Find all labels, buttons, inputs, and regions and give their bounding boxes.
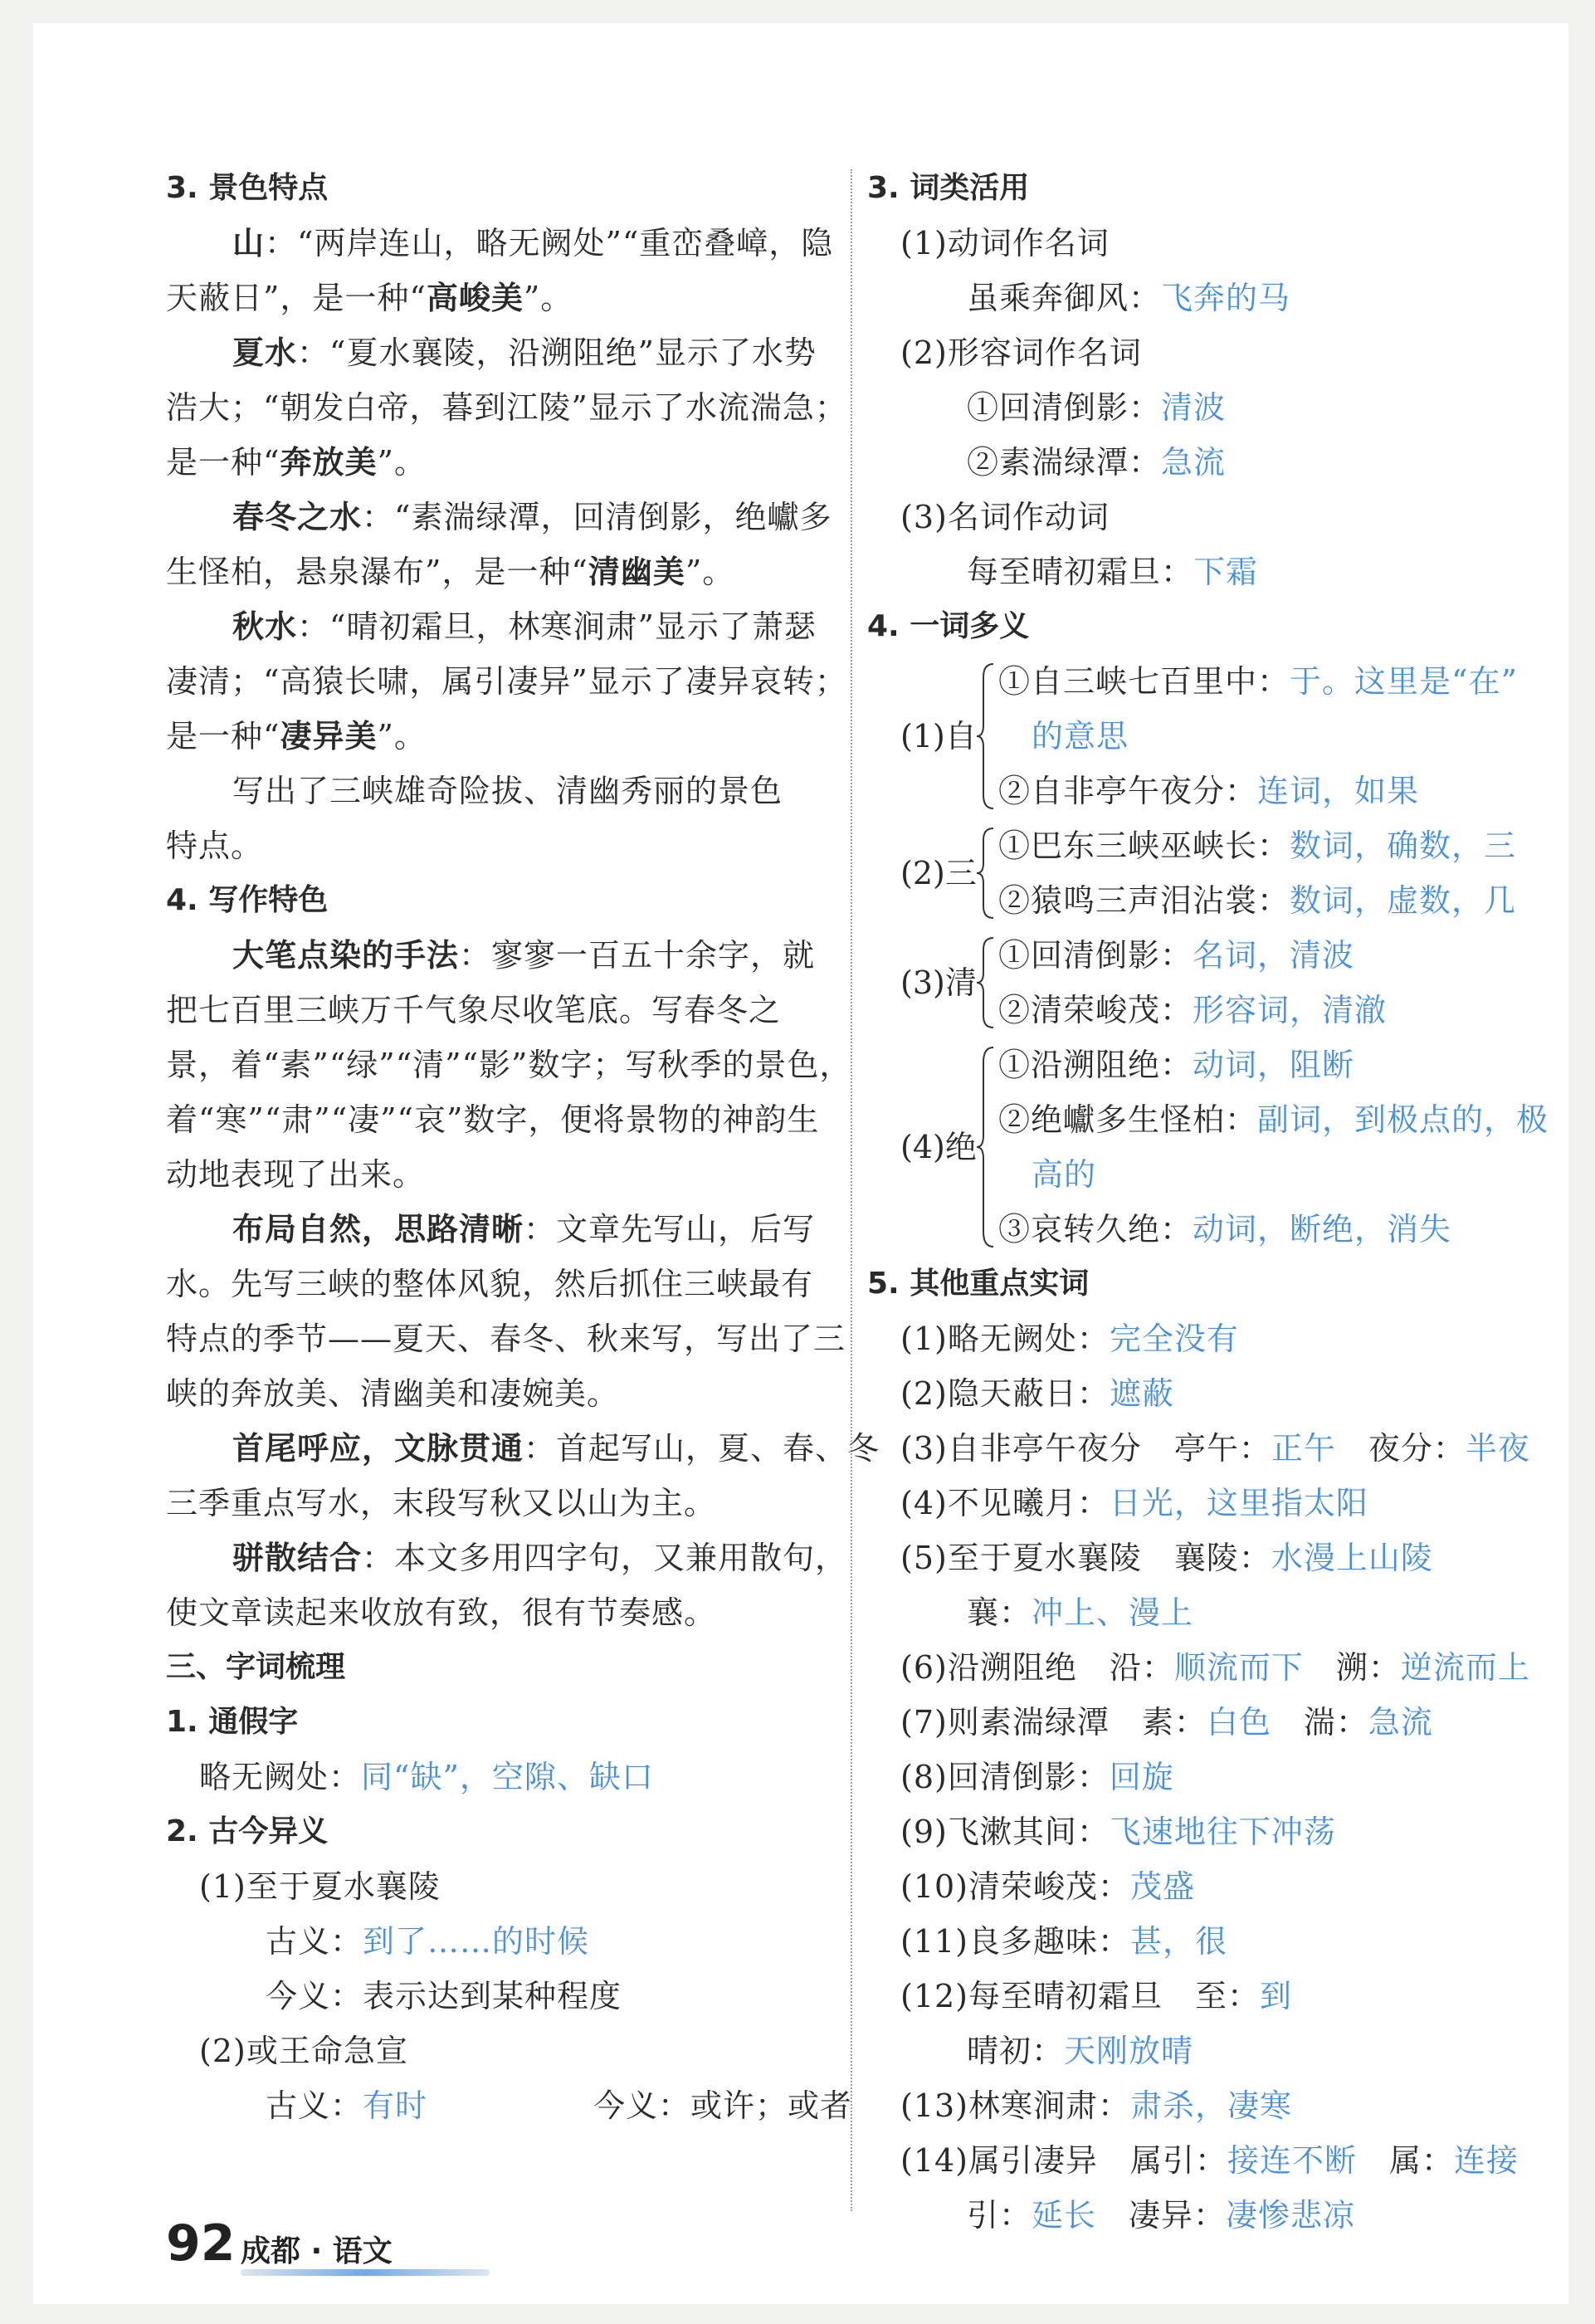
- polysemy-group: [867, 654, 1548, 818]
- vocab-line: [166, 1914, 830, 1969]
- emphasis: 凄异美: [280, 718, 378, 754]
- answer: 清波: [1161, 389, 1227, 426]
- section-heading: 4. 写作特色: [166, 883, 329, 917]
- paragraph-line: [166, 544, 830, 599]
- column-divider: [851, 169, 852, 2211]
- question: ②猿鸣三声泪沾裳：: [998, 882, 1290, 919]
- answer: 有时: [363, 2087, 428, 2124]
- term-label: 秋水: [232, 608, 298, 645]
- answer: 急流: [1161, 444, 1227, 481]
- section-heading: 3. 词类活用: [867, 171, 1030, 205]
- question: ②自非亭午夜分：: [998, 773, 1258, 809]
- paragraph-line: [166, 490, 830, 544]
- paragraph-line: 着“寒”“肃”“凄”“哀”数字，便将景物的神韵生: [166, 1101, 820, 1138]
- emphasis: 清幽美: [588, 554, 685, 590]
- text: ：“素湍绿潭，回清倒影，绝巘多: [362, 499, 832, 535]
- text: ：本文多用四字句，又兼用散句，: [362, 1540, 848, 1576]
- word-list-item: [867, 1585, 1548, 1640]
- word-list-item: [867, 1476, 1548, 1531]
- question: ②清荣峻茂：: [998, 992, 1193, 1028]
- brace-icon: [975, 1044, 997, 1250]
- answer: 到: [1260, 1978, 1293, 2014]
- text: ：文章先写山，后写: [524, 1211, 816, 1247]
- paragraph-line: [166, 1202, 830, 1257]
- meaning-line: [998, 818, 1548, 873]
- answer: 凄惨悲凉: [1226, 2197, 1356, 2234]
- polysemy-group: [867, 1038, 1548, 1257]
- text: 天蔽日”，是一种“: [166, 280, 427, 316]
- answer: 飞奔的马: [1161, 280, 1291, 316]
- answer: 天刚放晴: [1064, 2033, 1194, 2069]
- question: (1)略无阙处：: [900, 1321, 1110, 1357]
- word-list-item: [867, 1750, 1548, 1804]
- term-label: 布局自然，思路清晰: [232, 1211, 524, 1247]
- meaning-line: [998, 928, 1548, 983]
- emphasis: 奔放美: [280, 444, 378, 481]
- paragraph-line: 水。先写三峡的整体风貌，然后抓住三峡最有: [166, 1266, 814, 1302]
- question: (5)至于夏水襄陵 襄陵：: [900, 1540, 1271, 1576]
- vocab-line: (1)至于夏水襄陵: [199, 1868, 441, 1905]
- emphasis: 高峻美: [426, 280, 524, 316]
- paragraph-line: [166, 216, 834, 271]
- answer: 连词，如果: [1257, 773, 1420, 809]
- answer: 半夜: [1465, 1430, 1530, 1467]
- question: ①回清倒影：: [998, 937, 1193, 974]
- answer: 数词，虚数，几: [1290, 882, 1517, 919]
- question: (8)回清倒影：: [900, 1759, 1110, 1795]
- paragraph-line: [166, 271, 830, 325]
- question: (13)林寒涧肃：: [900, 2087, 1131, 2124]
- word-list-item: [867, 1640, 1548, 1695]
- question: ①回清倒影：: [967, 389, 1162, 426]
- group-label: (4)绝: [900, 1129, 977, 1165]
- meaning-line: [998, 1092, 1548, 1147]
- question: (9)飞漱其间：: [900, 1814, 1110, 1850]
- paragraph-line: [166, 1421, 880, 1476]
- text: 是一种“: [166, 718, 280, 754]
- polysemy-group: [867, 928, 1548, 1038]
- group-label: (3)清: [900, 964, 977, 1001]
- word-list-item: [867, 2133, 1548, 2188]
- group-label: (2)三: [900, 855, 977, 891]
- footer-underline: [241, 2269, 490, 2276]
- paragraph-line: [166, 709, 830, 764]
- section-heading: 三、字词梳理: [166, 1650, 346, 1684]
- question: ②素湍绿潭：: [967, 444, 1162, 481]
- question: ①巴东三峡巫峡长：: [998, 828, 1290, 864]
- paragraph-line: [166, 599, 830, 654]
- paragraph-line: 景，着“素”“绿”“清”“影”数字；写秋季的景色，: [166, 1047, 852, 1083]
- question: ①自三峡七百里中：: [998, 663, 1290, 700]
- group-items: [998, 818, 1548, 928]
- answer: 接连不断: [1227, 2142, 1358, 2179]
- paragraph-line: 三季重点写水，末段写秋又以山为主。: [166, 1485, 717, 1521]
- subsection-heading: 2. 古今异义: [166, 1814, 329, 1848]
- answer: 飞速地往下冲荡: [1109, 1814, 1336, 1850]
- meaning-line: [998, 709, 1548, 764]
- answer: 同“缺”，空隙、缺口: [361, 1759, 654, 1795]
- paragraph-line: 使文章读起来收放有致，很有节奏感。: [166, 1594, 717, 1631]
- question: (6)沿溯阻绝 沿：: [900, 1649, 1174, 1686]
- paragraph-line: 特点。: [166, 828, 264, 864]
- text: ：“两岸连山，略无阙处”“重峦叠嶂，隐: [265, 225, 834, 261]
- answer: 副词，到极点的，极: [1257, 1101, 1549, 1138]
- question: (3)自非亭午夜分 亭午：: [900, 1430, 1271, 1467]
- word-list-item: [867, 1531, 1548, 1585]
- word-list: [867, 1311, 1548, 2243]
- text: ：“夏水襄陵，沿溯阻绝”显示了水势: [297, 334, 817, 371]
- paragraph-line: [166, 435, 830, 490]
- footer-title: 成都 · 语文: [241, 2234, 393, 2268]
- paragraph-line: 动地表现了出来。: [166, 1156, 426, 1193]
- vocab-line: (2)形容词作名词: [900, 334, 1142, 371]
- right-column: [867, 161, 1548, 2243]
- question: (7)则素湍绿潭 素：: [900, 1704, 1207, 1741]
- word-list-item: [867, 2078, 1548, 2133]
- word-list-item: [867, 1969, 1548, 2024]
- term-label: 山: [232, 225, 266, 261]
- question: 夜分：: [1335, 1430, 1466, 1467]
- answer: 于。这里是“在”: [1290, 663, 1518, 700]
- question: (11)良多趣味：: [900, 1923, 1131, 1960]
- term-label: 骈散结合: [232, 1540, 363, 1576]
- vocab-line: (1)动词作名词: [900, 225, 1110, 261]
- brace-icon: [975, 935, 997, 1031]
- meaning-line: [998, 1202, 1548, 1257]
- group-items: [998, 654, 1548, 818]
- word-list-item: [867, 1914, 1548, 1969]
- question: 晴初：: [967, 2033, 1065, 2069]
- answer: 茂盛: [1130, 1868, 1196, 1905]
- word-list-item: [867, 1311, 1548, 1366]
- word-list-item: [867, 1695, 1548, 1750]
- vocab-line: [166, 2078, 853, 2133]
- question: 古义：: [266, 1923, 363, 1960]
- term-label: 夏水: [232, 334, 298, 371]
- word-list-item: [867, 1421, 1548, 1476]
- word-list-item: [867, 1859, 1548, 1914]
- answer: 顺流而下: [1173, 1649, 1304, 1686]
- question: ②绝巘多生怪柏：: [998, 1101, 1258, 1138]
- paragraph-line: 浩大；“朝发白帝，暮到江陵”显示了水流湍急；: [166, 389, 847, 426]
- answer: 急流: [1368, 1704, 1433, 1741]
- vocab-line: [867, 544, 1548, 599]
- answer: 名词，清波: [1193, 937, 1355, 974]
- word-list-item: [867, 1366, 1548, 1421]
- answer: 到了……的时候: [363, 1923, 590, 1960]
- question: ③哀转久绝：: [998, 1211, 1193, 1247]
- answer: 逆流而上: [1400, 1649, 1530, 1686]
- text: ：首起写山，夏、春、冬: [524, 1430, 880, 1467]
- word-list-item: [867, 1804, 1548, 1859]
- left-column: [166, 161, 880, 2133]
- question: 溯：: [1303, 1649, 1401, 1686]
- term-label: 首尾呼应，文脉贯通: [232, 1430, 524, 1467]
- term-label: 春冬之水: [232, 499, 363, 535]
- section-heading: 4. 一词多义: [867, 609, 1030, 643]
- text: ”。: [377, 718, 427, 754]
- group-items: [998, 928, 1548, 1038]
- text: ”。: [523, 280, 573, 316]
- vocab-line: (2)或王命急宣: [199, 2033, 408, 2069]
- answer: 白色: [1206, 1704, 1271, 1741]
- brace-icon: [975, 661, 997, 812]
- text: 生怪柏，悬泉瀑布”，是一种“: [166, 554, 588, 590]
- paragraph-line: 把七百里三峡万千气象尽收笔底。写春冬之: [166, 992, 782, 1028]
- vocab-line: 今义：表示达到某种程度: [266, 1978, 622, 2014]
- text: ：“晴初霜旦，林寒涧肃”显示了萧瑟: [297, 608, 817, 645]
- text: ”。: [377, 444, 427, 481]
- meaning-line: [998, 983, 1548, 1038]
- answer: 遮蔽: [1109, 1375, 1174, 1412]
- vocab-line: (3)名词作动词: [900, 499, 1110, 535]
- meaning-line: [998, 654, 1548, 709]
- meaning-line: [998, 873, 1548, 928]
- paragraph-line: 写出了三峡雄奇险拔、清幽秀丽的景色: [232, 773, 783, 809]
- answer: 下霜: [1193, 554, 1259, 590]
- question: (12)每至晴初霜旦 至：: [900, 1978, 1261, 2014]
- answer: 数词，确数，三: [1290, 828, 1517, 864]
- question: 引：: [967, 2197, 1032, 2234]
- vocab-line: [867, 435, 1548, 490]
- text: 是一种“: [166, 444, 280, 481]
- polysemy-group: [867, 818, 1548, 928]
- text: ”。: [685, 554, 735, 590]
- word-list-item: [867, 2188, 1548, 2243]
- paragraph-line: [166, 325, 830, 380]
- question: ①沿溯阻绝：: [998, 1047, 1193, 1083]
- answer: 日光，这里指太阳: [1109, 1485, 1368, 1521]
- answer: 肃杀，凄寒: [1130, 2087, 1293, 2124]
- group-label: (1)自: [900, 718, 977, 754]
- brace-icon: [975, 825, 997, 921]
- section-heading: 5. 其他重点实词: [867, 1267, 1090, 1301]
- question: (2)隐天蔽日：: [900, 1375, 1110, 1412]
- paragraph-line: [166, 1531, 848, 1585]
- text: 今义：或许；或者: [593, 2087, 853, 2124]
- paragraph-line: 凄清；“高猿长啸，属引凄异”显示了凄异哀转；: [166, 663, 847, 700]
- paragraph-line: 特点的季节——夏天、春冬、秋来写，写出了三: [166, 1321, 846, 1357]
- answer: 形容词，清澈: [1193, 992, 1388, 1028]
- answer: 高的: [1032, 1156, 1097, 1193]
- answer: 回旋: [1109, 1759, 1174, 1795]
- paragraph-line: 峡的奔放美、清幽美和凄婉美。: [166, 1375, 620, 1412]
- meaning-line: [998, 764, 1548, 818]
- question: 凄异：: [1096, 2197, 1227, 2234]
- term-label: 大笔点染的手法: [232, 937, 460, 974]
- group-items: [998, 1038, 1548, 1257]
- page-number: 92: [166, 2214, 236, 2273]
- question: (10)清荣峻茂：: [900, 1868, 1131, 1905]
- answer: 正午: [1271, 1430, 1336, 1467]
- answer: 的意思: [1032, 718, 1129, 754]
- question: (14)属引凄异 属引：: [900, 2142, 1228, 2179]
- question: 古义：: [266, 2087, 363, 2124]
- vocab-line: [867, 271, 1548, 325]
- answer: 冲上、漫上: [1032, 1594, 1194, 1631]
- question: 属：: [1357, 2142, 1455, 2179]
- answer: 动词，断绝，消失: [1193, 1211, 1452, 1247]
- answer: 水漫上山陵: [1271, 1540, 1433, 1576]
- section-heading: 3. 景色特点: [166, 171, 329, 205]
- answer: 甚，很: [1130, 1923, 1228, 1960]
- meaning-line: [998, 1147, 1548, 1202]
- text: ：寥寥一百五十余字，就: [459, 937, 816, 974]
- answer: 延长: [1032, 2197, 1097, 2234]
- answer: 连接: [1454, 2142, 1519, 2179]
- paragraph-line: [166, 928, 830, 983]
- vocab-line: [867, 380, 1548, 435]
- question: 略无阙处：: [199, 1759, 362, 1795]
- vocab-line: [166, 1750, 830, 1804]
- answer: 动词，阻断: [1193, 1047, 1355, 1083]
- answer: 完全没有: [1109, 1321, 1239, 1357]
- subsection-heading: 1. 通假字: [166, 1705, 299, 1739]
- question: 虽乘奔御风：: [967, 280, 1162, 316]
- question: 每至晴初霜旦：: [967, 554, 1194, 590]
- meaning-line: [998, 1038, 1548, 1092]
- question: 湍：: [1271, 1704, 1368, 1741]
- question: 襄：: [967, 1594, 1032, 1631]
- question: (4)不见曦月：: [900, 1485, 1110, 1521]
- word-list-item: [867, 2024, 1548, 2078]
- page: [33, 23, 1568, 2304]
